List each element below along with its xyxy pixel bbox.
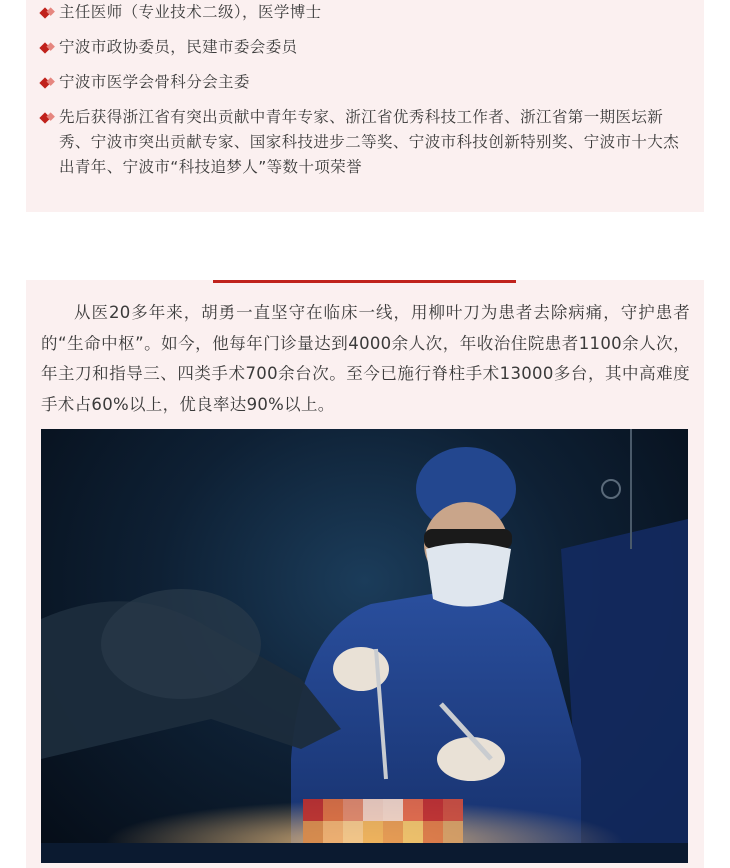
red-diamond-bullet-icon bbox=[39, 77, 50, 88]
honor-text: 宁波市医学会骨科分会主委 bbox=[59, 73, 250, 91]
red-diamond-bullet-icon bbox=[39, 7, 50, 18]
honors-card bbox=[26, 0, 704, 212]
red-diamond-bullet-icon bbox=[39, 112, 50, 123]
honor-item bbox=[40, 70, 694, 95]
intro-paragraph: 从医20多年来，胡勇一直坚守在临床一线，用柳叶刀为患者去除病痛，守护患者的“生命中枢”。如今，他每年门诊量达到4000余人次，年收治住院患者1100余人次，年主刀和指导三、四类手术700余台次。至今已施行脊柱手术13000多台，其中高难度手术占60%以上，优良率达90%以上。 bbox=[41, 303, 690, 414]
honor-item bbox=[40, 35, 694, 60]
honor-text: 主任医师（专业技术二级），医学博士 bbox=[59, 3, 322, 21]
surgery-photo bbox=[41, 429, 688, 863]
honor-item bbox=[40, 0, 694, 25]
honor-item bbox=[40, 105, 694, 180]
honors-list bbox=[40, 0, 694, 180]
honor-text: 先后获得浙江省有突出贡献中青年专家、浙江省优秀科技工作者、浙江省第一期医坛新秀、宁波市突出贡献专家、国家科技进步二等奖、宁波市科技创新特别奖、宁波市十大杰出青年、宁波市“科技追梦人”等数十项荣誉 bbox=[59, 108, 680, 176]
surgery-photo-illustration bbox=[41, 429, 688, 863]
career-card bbox=[26, 280, 704, 868]
red-diamond-bullet-icon bbox=[39, 42, 50, 53]
honor-text: 宁波市政协委员，民建市委会委员 bbox=[59, 38, 298, 56]
section-divider bbox=[213, 280, 516, 283]
